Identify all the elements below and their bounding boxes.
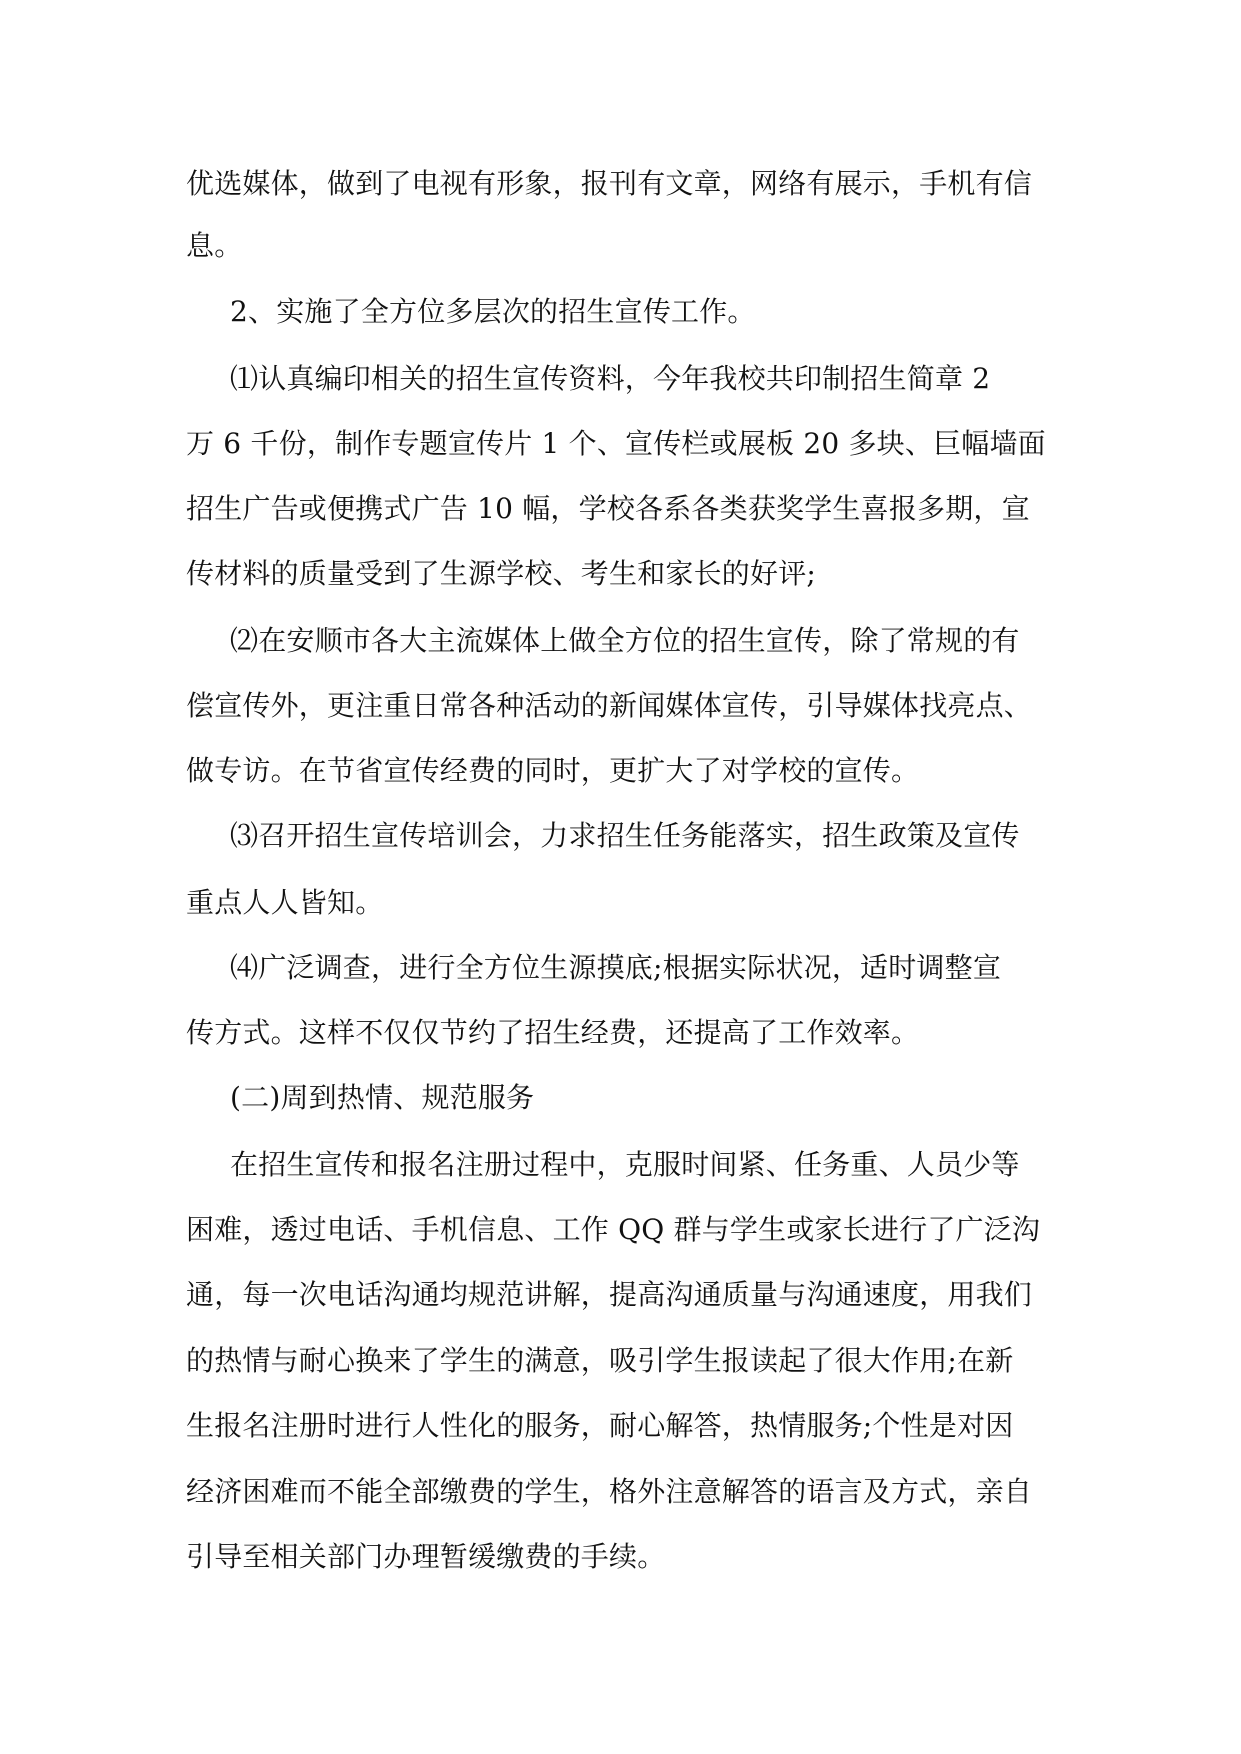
text-line: 传材料的质量受到了生源学校、考生和家长的好评; <box>186 557 817 590</box>
text-line: 生报名注册时进行人性化的服务，耐心解答，热情服务;个性是对因 <box>186 1409 1014 1442</box>
text-line: ⑷广泛调查，进行全方位生源摸底;根据实际状况，适时调整宣 <box>230 951 1002 984</box>
text-line: 困难，透过电话、手机信息、工作 QQ 群与学生或家长进行了广泛沟 <box>186 1213 1041 1246</box>
text-line: 传方式。这样不仅仅节约了招生经费，还提高了工作效率。 <box>186 1016 920 1049</box>
text-line: ⑴认真编印相关的招生宣传资料，今年我校共印制招生简章 2 <box>230 362 991 395</box>
text-line: 万 6 千份，制作专题宣传片 1 个、宣传栏或展板 20 多块、巨幅墙面 <box>186 427 1046 460</box>
text-line: 偿宣传外，更注重日常各种活动的新闻媒体宣传，引导媒体找亮点、 <box>186 689 1033 722</box>
text-line: 的热情与耐心换来了学生的满意，吸引学生报读起了很大作用;在新 <box>186 1344 1014 1377</box>
text-line: 优选媒体，做到了电视有形象，报刊有文章，网络有展示，手机有信 <box>186 167 1033 200</box>
section-heading: 2、实施了全方位多层次的招生宣传工作。 <box>230 295 756 328</box>
text-line: 做专访。在节省宣传经费的同时，更扩大了对学校的宣传。 <box>186 754 920 787</box>
text-line: ⑶召开招生宣传培训会，力求招生任务能落实，招生政策及宣传 <box>230 819 1020 852</box>
text-line: 息。 <box>186 229 243 262</box>
text-line: ⑵在安顺市各大主流媒体上做全方位的招生宣传，除了常规的有 <box>230 624 1020 657</box>
text-line: 重点人人皆知。 <box>186 886 384 919</box>
text-line: 在招生宣传和报名注册过程中，克服时间紧、任务重、人员少等 <box>230 1148 1020 1181</box>
section-heading: (二)周到热情、规范服务 <box>230 1081 535 1114</box>
text-line: 经济困难而不能全部缴费的学生，格外注意解答的语言及方式，亲自 <box>186 1475 1033 1508</box>
text-line: 通，每一次电话沟通均规范讲解，提高沟通质量与沟通速度，用我们 <box>186 1278 1033 1311</box>
text-line: 招生广告或便携式广告 10 幅，学校各系各类获奖学生喜报多期，宣 <box>186 492 1030 525</box>
text-line: 引导至相关部门办理暂缓缴费的手续。 <box>186 1540 666 1573</box>
